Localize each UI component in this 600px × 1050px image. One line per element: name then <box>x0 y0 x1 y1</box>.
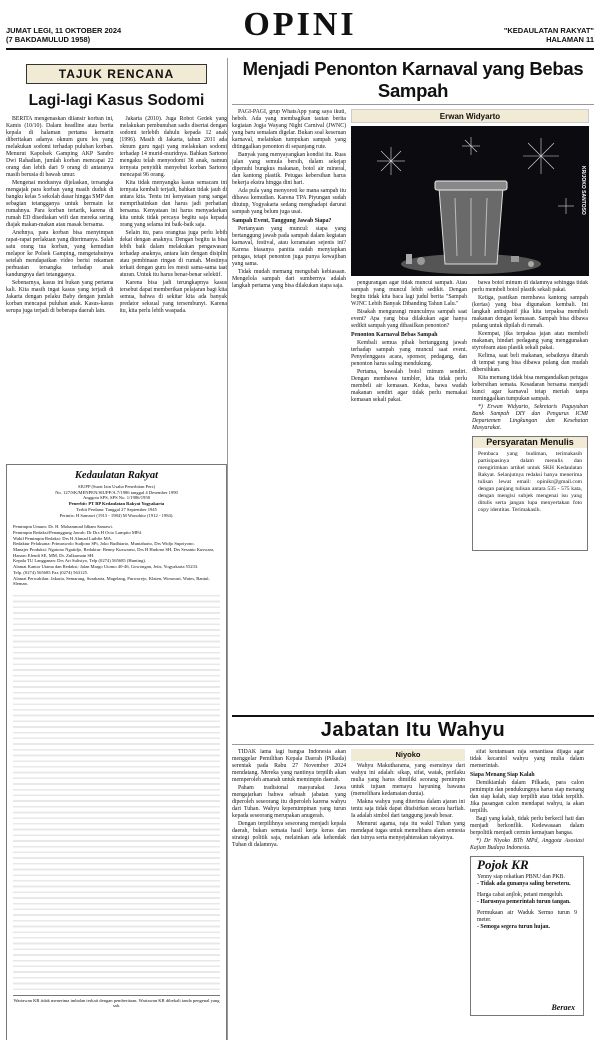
pojok-box <box>470 856 584 1016</box>
publisher-line: Redaktur Pelaksana: Primaswolo Sudjono SPt, Joko Budhiarto, Muntaharto, Drs Widjo Supriyono. <box>13 541 195 547</box>
editorial-label: TAJUK RENCANA <box>26 64 207 84</box>
paragraph: Ketiga, pastikan membawa kantong sampah (kertas) yang bisa digunakan kembali. Ini langkah antisipatif jika kita terpaksa membeli makanan dengan kemasan. Sampah bisa dibawa pulang untuk dipilah di rumah. <box>472 295 588 329</box>
section-title: OPINI <box>243 6 357 43</box>
paragraph: Demikianlah dalam Pilkada, para calon pemimpin dan pendukungnya harus siap menang dan siap kalah, siap terpilih atau tidak terpilih. Jika pasangan calon mendapat wahyu, ia akan terpilih. <box>470 780 584 814</box>
paragraph: Pertama, bawalah botol minum sendiri. Dengan membawa tumbler, kita tidak perlu membeli air kemasan. Kedua, bawa wadah makanan sendiri agar tidak perlu memakai kemasan sekali pakai. <box>351 369 467 403</box>
paragraph: Paham tradisional masyarakat Jawa mengajarkan bahwa sebuah jabatan yang diperoleh seseorang itu diperoleh karena wahyu dari Tuhan. Wahyu kepemimpinan yang turun kepada seseorang merupakan anugerah. <box>232 785 346 819</box>
paragraph: Kembali semua pihak bertanggung jawab terhadap sampah yang muncul saat event. Penyelenggara acara, sponsor, pedagang, dan penonton harus saling mendukung. <box>351 340 467 367</box>
page-number: HALAMAN 11 <box>546 35 594 44</box>
pojok-quote: Harga cabai anjlok, petani mengeluh. <box>477 892 564 898</box>
writing-guidelines-box <box>472 436 588 551</box>
paragraph: Makna wahyu yang diterima dalam ajaran ini tentu saja tidak dapat ditafsirkan secara harfiah. Ia adalah simbol dari tanggung jawab besar. <box>351 799 465 819</box>
left-column <box>6 58 228 1040</box>
paragraph: Keempat, jika terpaksa jajan atau membeli makanan, hindari pedagang yang menggunakan styrofoam atau plastik sekali pakai. <box>472 331 588 351</box>
paragraph: Wahyu Makutharama, yang esensinya dari wahyu ini adalah: sikap, sifat, watak, perilaku mulia yang harus dimiliki seorang pemimpin untuk tujuan memayu hayuning bawana (memelihara kedamaian dunia). <box>351 763 465 797</box>
editorial-title: Lagi-lagi Kasus Sodomi <box>28 92 205 109</box>
paragraph: Bagi yang kalah, tidak perlu berkecil hati dan menjadi berkonflik. Kedewasaan dalam berpolitik menjadi cermin kemajuan bangsa. <box>470 816 584 836</box>
publisher-line: Alamat Perwakilan: Jakarta, Semarang, Surakarta, Magelang, Purworejo, Klaten, Wonosari, Wates, Bantul, Sleman. <box>13 575 210 587</box>
paragraph: Anehnya, para korban bisa menyimpan rapat-rapat perlakuan yang diterimanya. Salah satu orang tua korban, yang kemudian melapor ke Polsek Gamping, mengetahuinya setelah mendapatkan video berisi rekaman perbuatan tersangka terhadap anak kandungnya dari tetangganya. <box>6 230 114 278</box>
article-col-2 <box>351 749 465 1040</box>
paragraph: Kita tidak menyangka kasus semacam ini ternyata kembali terjadi, bahkan tidak jauh di antara kita. Tentu ini kenyataan yang sangat memprihatinkan dan harus jadi perhatian bersama. Kenyataan ini harus menyadarkan kita untuk tidak percaya begitu saja kepada orang yang selama ini baik-baik saja. <box>119 180 227 228</box>
subheading: Penonton Karnaval Bebas Sampah <box>351 332 438 338</box>
publisher-line: Kepala TU Langganan: Drs Ari Sulistyo, Telp (0274) 565685 (Hunting). <box>13 558 147 564</box>
right-column <box>232 58 594 1040</box>
guidelines-text: Pembaca yang budiman, terimakasih partisipasinya dalam menulis dan mengirimkan artikel untuk SKH Kedaulatan Rakyat. Selanjutnya redaksi hanya menerima tulisan lewat email: opinikr@gmail.com dengan panjang tulisan antara 535 - 575 kata, dengan mengisi subjek mengenai isu yang ditulis serta jangan lupa menyertakan foto copy identitas. Terimakasih. <box>478 451 582 513</box>
pojok-answer: - Tidak ada gunanya saling berseteru. <box>477 881 571 887</box>
trash-can-fireworks-icon <box>351 126 589 276</box>
paragraph: PAGI-PAGI, grup WhatsApp yang saya ikuti, heboh. Ada yang membagikan tautan berita kegiatan Jogja Wayang Night Carnival (JWNC) yang baru semalam digelar. Bukan soal keseruan karnaval, melainkan tumpukan sampah yang ditinggalkan penonton di sepanjang rute. <box>232 109 346 150</box>
pojok-quote: Permukaan air Waduk Sermo turun 9 meter. <box>477 910 577 923</box>
paper-name: "KEDAULATAN RAKYAT" <box>503 26 594 35</box>
editorial-col-1 <box>6 116 114 458</box>
paragraph: Menurut agama, raja itu wakil Tuhan yang mendapat tugas untuk memelihara alam semesta dan isinya serta menyejahterakan rakyatnya. <box>351 821 465 841</box>
publisher-line: Telp. (0274) 565685 Fax (0274) 563125. <box>13 569 89 575</box>
paragraph: Jakarta (2010). Juga Robot Gedek yang melakukan pembunuhan sadis disertai dengan sodomi terlebih dahulu kepada 12 anak (1996). Masih di Jakarta, tahun 2011 ada oknum guru ngaji yang melakukan sodomi terhadap 14 murid-muridnya. Bahkan Sartono mengaku telah menyodomi 38 anak, namun ternyata penyidik menyebut korban Sartono mencapai 96 orang. <box>119 116 227 178</box>
page-header <box>6 4 594 50</box>
pojok-answer: - Harusnya pemerintah turun tangan. <box>477 899 571 905</box>
publisher-line: Penerbit: PT BP Kedaulatan Rakyat Yogyakarta <box>68 501 165 507</box>
subheading: Sampah Event, Tanggung Jawab Siapa? <box>232 218 332 224</box>
publisher-line: Perintis: H Samawi (1913 - 1984) M Wonohito (1912 - 1984). <box>59 512 174 518</box>
paragraph: Dengan terpilihnya seseorang menjadi kepala daerah, bukan semata hasil kerja keras dan strategi politik saja, melainkan ada kehendak Tuhan di dalamnya. <box>232 821 346 848</box>
illustration <box>351 126 589 276</box>
pojok-items <box>477 874 577 931</box>
editorial-body <box>6 116 227 458</box>
paragraph: Ada pula yang menyoroti ke mana sampah itu dibawa kemudian. Karena TPA Piyungan sudah ditutup, Yogyakarta sedang menghadapi darurat sampah yang belum juga usai. <box>232 188 346 215</box>
article-title: Jabatan Itu Wahyu <box>232 715 594 745</box>
pojok-signature: Beraex <box>551 1003 575 1012</box>
article-col-3 <box>472 280 588 709</box>
paragraph: pengurangan agar tidak muncul sampah. Atau sampah yang muncul lebih sedikit. Dengan begitu tidak kita baca lagi judul berita "Sampah WJNC Lebih Banyak Dibanding Tahun Lalu." <box>351 280 467 307</box>
publisher-line: Manajer Produksi: Ngatono Ngatidjo, Redaktur: Benny Kuswarno, Drs H Hudono SH, Drs Sesanto Kuswara, Hanaro Efendi SE, MM, Dr. Zulkarnain SH. <box>13 547 215 558</box>
paragraph: TIDAK lama lagi bangsa Indonesia akan menggelar Pemilihan Kepala Daerah (Pilkada) serentak pada Rabu 27 November 2024 mendatang. Mereka yang nantinya terpilih akan memperoleh amanah untuk memimpin daerah. <box>232 749 346 783</box>
publisher-line: Pemimpin Umum: Dr. H. Mohammad Idham Samawi. <box>13 524 113 530</box>
pojok-answer: - Semoga segera turun hujan. <box>477 924 550 930</box>
paragraph: Sebenarnya, kasus ini bukan yang pertama kali. Kita masih ingat kasus yang terjadi di Jakarta dengan pelaku Baby dengan jumlah korban mencapai puluhan anak. Kasus-kasus serupa juga terjadi di beberapa daerah lain. <box>6 280 114 314</box>
paragraph: sifat keutamaan raja senantiasa dijaga agar tidak kecantol wahyu yang mulia dalam memerintah. <box>470 749 584 769</box>
author-bio: *) Erwan Widyarto, Sekretaris Paguyuban Bank Sampah DIY dan Pengurus ICMI Departemen Lingkungan dan Kesehatan Masyarakat. <box>472 404 588 431</box>
pojok-quote: Yenny siap rekatkan PBNU dan PKB. <box>477 874 565 880</box>
paragraph: bawa botol minum di dalamnya sehingga tidak perlu membeli botol plastik sekali pakai. <box>472 280 588 293</box>
publisher-line: SIUPP (Surat Izin Usaha Penerbitan Pers) <box>77 484 156 489</box>
article-middle-columns <box>351 280 589 709</box>
publisher-line: No. 127/SK/MENPEN/SIUPP/A.7/1986 tanggal 4 Desember 1990 <box>55 489 178 495</box>
publisher-box <box>6 464 227 1040</box>
publisher-fine-print <box>13 591 220 991</box>
article-title: Menjadi Penonton Karnaval yang Bebas Sampah <box>232 58 594 105</box>
illustration-credit: KR/JOKO SANTOSO <box>580 166 586 215</box>
article-col-1 <box>232 749 346 1040</box>
paragraph: Mengenai modusnya dijelaskan, tersangka mengajak para korban yang masih duduk di bangku kelas 5 sekolah dasar hingga SMP dan sebagian tetangganya untuk bermain ke rumahnya. Para korban tertarik, karena di rumah ED disediakan wifi dan mereka sering diajak makan-makan atau masak bersama. <box>6 180 114 228</box>
publisher-line: Alamat Kantor Utama dan Redaksi: Jalan Margo Utomo 40-46, Gowongan, Jetis, Yogyakarta 55233. <box>13 564 199 570</box>
publisher-line: Wakil Pemimpin Redaksi: Drs H Ahmad Luthfie MA. <box>13 535 113 541</box>
author-name: Erwan Widyarto <box>351 109 589 123</box>
date-gregorian: JUMAT LEGI, 11 OKTOBER 2024 <box>6 26 122 35</box>
author-bio: *) Dr Niyoko BTh MPd, Anggota Asosiasi Kajian Budaya Indonesia. <box>470 838 584 851</box>
paper-info <box>504 26 594 44</box>
issue-date <box>6 26 121 44</box>
date-javanese: (7 BAKDAMULUD 1958) <box>6 35 91 44</box>
article-col-1 <box>232 109 346 709</box>
author-name: Niyoko <box>351 749 465 761</box>
subheading: Siapa Menang Siap Kalah <box>470 772 535 778</box>
article-middle <box>351 109 589 709</box>
paragraph: Bisakah mengurangi munculnya sampah saat event? Apa yang bisa dilakukan agar hanya sedikit sampah yang dihasilkan penonton? <box>351 309 467 329</box>
paragraph: Kelima, saat beli makanan, sebaiknya ditaruh di tempat yang bisa dibawa pulang dan mudah dibersihkan. <box>472 353 588 373</box>
editorial-col-2 <box>120 116 228 458</box>
article-body <box>232 749 594 1040</box>
paragraph: Kita memang tidak bisa mengandalkan petugas kebersihan semata. Kesadaran bersama menjadi kunci agar karnaval tetap meriah tanpa meninggalkan tumpukan sampah. <box>472 375 588 402</box>
publisher-line: Pemimpin Redaksi/Penanggung Jawab: Dr Drs H Octo Lampito MPd. <box>13 529 142 535</box>
paragraph: Selain itu, para orangtua juga perlu lebih dekat dengan anaknya. Dengan begitu ia bisa lebih baik dalam melakukan pengawasan terhadap anaknya, antara lain dengan disiplin atau pembinaan ringan di rumah. Mestinya terkait dengan guru les mesti sama-sama taat aturan. Untuk itu harus benar-benar selektif. <box>119 230 227 278</box>
publisher-line: Anggota SPS, SPS No. 1/1986/1958 <box>83 495 150 501</box>
article-body <box>232 109 594 709</box>
paragraph: BERITA mengenaskan dilansir korban ini, Kamis (10/10). Dalam headline atau berita kepala di halaman pertama kemarin diberitakan adanya oknum guru les yang melakukan sodomi terhadap puluhan korban. Menurut Kapolsek Gamping AKP Sandro Dwi Rahadian, jumlah korban mencapai 22 orang dan lebih dari 9 orang di antaranya masih berusia di bawah umur. <box>6 116 114 178</box>
publisher-line: Terbit Perdana: Tanggal 27 September 1945 <box>76 506 157 512</box>
publisher-logo-text: Kedaulatan Rakyat <box>74 470 159 481</box>
paragraph: Karena bisa jadi terungkapnya kasus tersebut dapat memberikan pelajaran bagi kita semua, bahwa di sekitar kita ada banyak predator seksual yang tersembunyi. Karena itu, kita perlu lebih waspada. <box>119 280 227 314</box>
paragraph: Banyak yang menyayangkan kondisi itu. Ruas jalan yang semula bersih, dalam sekejap dipenuhi bungkus makanan, botol air mineral, dan kantong plastik. Petugas kebersihan harus bekerja ekstra hingga dini hari. <box>232 152 346 186</box>
publisher-footer: Wartawan KR tidak menerima imbalan terkait dengan pemberitaan. Wartawan KR dibekali tanda pengenal yang sah. <box>13 995 220 1009</box>
paragraph: Pertanyaan yang muncul: siapa yang bertanggung jawab pada sampah dalam kegiatan karnaval, festival, atau keramaian sejenis ini? Karena biasanya panitia sudah menyiapkan petugas, tetapi penonton juga punya kewajiban yang sama. <box>232 226 346 267</box>
guidelines-title: Persyaratan Menulis <box>473 437 587 448</box>
article-col-3 <box>470 749 584 1040</box>
article-col-2 <box>351 280 467 709</box>
pojok-title: Pojok KR <box>477 857 529 872</box>
paragraph: Tidak mudah memang mengubah kebiasaan. Mengelola sampah dari sumbernya adalah langkah pertama yang bisa dilakukan siapa saja. <box>232 269 346 289</box>
